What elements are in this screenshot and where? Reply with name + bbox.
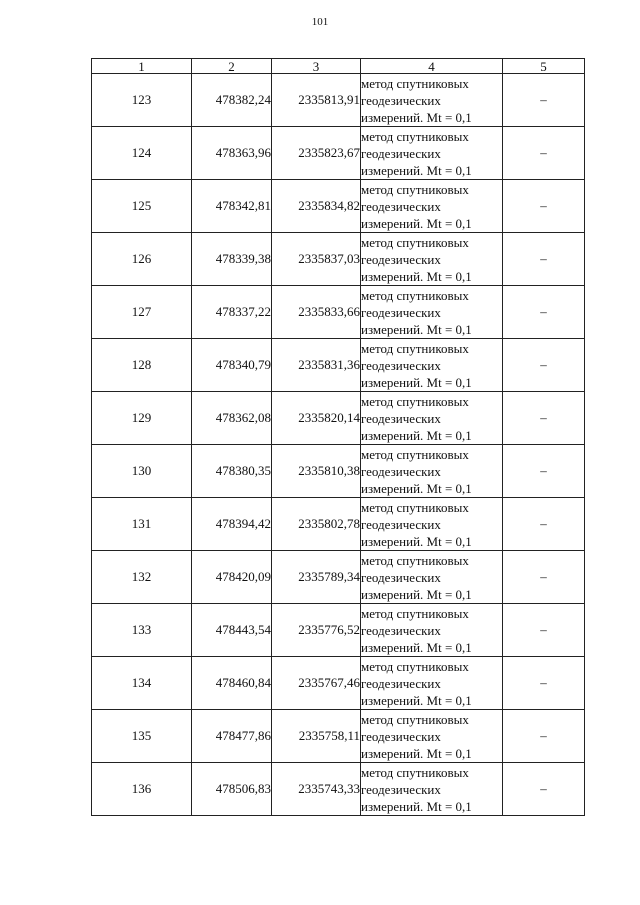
method-line: измерений. Mt = 0,1 (361, 533, 472, 549)
column-header-2: 2 (192, 59, 272, 74)
note-cell: – (503, 127, 585, 180)
point-number-cell: 128 (92, 339, 192, 392)
note-cell: – (503, 763, 585, 816)
method-line: метод спутниковых (361, 287, 469, 303)
note-cell: – (503, 233, 585, 286)
method-line: геодезических (361, 569, 441, 585)
table-row (92, 339, 585, 392)
note-cell: – (503, 74, 585, 127)
method-line: измерений. Mt = 0,1 (361, 639, 472, 655)
x-coordinate-cell: 478362,08 (192, 392, 272, 445)
column-header-3: 3 (272, 59, 361, 74)
table-row (92, 498, 585, 551)
method-line: геодезических (361, 728, 441, 744)
method-line: геодезических (361, 145, 441, 161)
y-coordinate-cell: 2335776,52 (272, 604, 361, 657)
method-line: измерений. Mt = 0,1 (361, 798, 472, 814)
method-line: метод спутниковых (361, 605, 469, 621)
point-number-cell: 130 (92, 445, 192, 498)
method-line: измерений. Mt = 0,1 (361, 162, 472, 178)
method-line: геодезических (361, 675, 441, 691)
method-cell (361, 710, 503, 763)
y-coordinate-cell: 2335743,33 (272, 763, 361, 816)
x-coordinate-cell: 478443,54 (192, 604, 272, 657)
x-coordinate-cell: 478382,24 (192, 74, 272, 127)
method-line: геодезических (361, 622, 441, 638)
point-number-cell: 136 (92, 763, 192, 816)
note-cell: – (503, 551, 585, 604)
method-line: метод спутниковых (361, 234, 469, 250)
table-row (92, 286, 585, 339)
method-line: геодезических (361, 463, 441, 479)
table-row (92, 233, 585, 286)
method-cell (361, 180, 503, 233)
method-line: метод спутниковых (361, 658, 469, 674)
table-row (92, 763, 585, 816)
x-coordinate-cell: 478340,79 (192, 339, 272, 392)
y-coordinate-cell: 2335823,67 (272, 127, 361, 180)
point-number-cell: 127 (92, 286, 192, 339)
coordinates-table (91, 58, 585, 816)
method-line: метод спутниковых (361, 764, 469, 780)
y-coordinate-cell: 2335758,11 (272, 710, 361, 763)
method-cell (361, 657, 503, 710)
method-line: геодезических (361, 92, 441, 108)
point-number-cell: 134 (92, 657, 192, 710)
method-line: измерений. Mt = 0,1 (361, 374, 472, 390)
method-line: геодезических (361, 410, 441, 426)
method-line: геодезических (361, 198, 441, 214)
table-row (92, 445, 585, 498)
method-line: измерений. Mt = 0,1 (361, 586, 472, 602)
method-cell (361, 763, 503, 816)
point-number-cell: 131 (92, 498, 192, 551)
y-coordinate-cell: 2335813,91 (272, 74, 361, 127)
page-number: 101 (311, 16, 329, 28)
y-coordinate-cell: 2335833,66 (272, 286, 361, 339)
note-cell: – (503, 498, 585, 551)
y-coordinate-cell: 2335837,03 (272, 233, 361, 286)
method-line: метод спутниковых (361, 711, 469, 727)
y-coordinate-cell: 2335810,38 (272, 445, 361, 498)
note-cell: – (503, 445, 585, 498)
x-coordinate-cell: 478363,96 (192, 127, 272, 180)
x-coordinate-cell: 478339,38 (192, 233, 272, 286)
method-line: измерений. Mt = 0,1 (361, 321, 472, 337)
point-number-cell: 126 (92, 233, 192, 286)
method-line: измерений. Mt = 0,1 (361, 692, 472, 708)
method-cell (361, 604, 503, 657)
method-cell (361, 127, 503, 180)
note-cell: – (503, 286, 585, 339)
method-cell (361, 392, 503, 445)
point-number-cell: 124 (92, 127, 192, 180)
note-cell: – (503, 604, 585, 657)
x-coordinate-cell: 478380,35 (192, 445, 272, 498)
y-coordinate-cell: 2335789,34 (272, 551, 361, 604)
method-line: метод спутниковых (361, 340, 469, 356)
method-line: метод спутниковых (361, 552, 469, 568)
method-line: измерений. Mt = 0,1 (361, 427, 472, 443)
x-coordinate-cell: 478506,83 (192, 763, 272, 816)
note-cell: – (503, 180, 585, 233)
note-cell: – (503, 339, 585, 392)
method-line: измерений. Mt = 0,1 (361, 480, 472, 496)
point-number-cell: 129 (92, 392, 192, 445)
method-line: геодезических (361, 516, 441, 532)
x-coordinate-cell: 478460,84 (192, 657, 272, 710)
method-cell (361, 445, 503, 498)
table-header-row (92, 59, 585, 74)
x-coordinate-cell: 478477,86 (192, 710, 272, 763)
point-number-cell: 135 (92, 710, 192, 763)
note-cell: – (503, 392, 585, 445)
table-row (92, 710, 585, 763)
column-header-5: 5 (503, 59, 585, 74)
point-number-cell: 123 (92, 74, 192, 127)
y-coordinate-cell: 2335834,82 (272, 180, 361, 233)
method-line: измерений. Mt = 0,1 (361, 745, 472, 761)
table-row (92, 74, 585, 127)
method-cell (361, 286, 503, 339)
method-line: измерений. Mt = 0,1 (361, 215, 472, 231)
table-row (92, 127, 585, 180)
y-coordinate-cell: 2335767,46 (272, 657, 361, 710)
x-coordinate-cell: 478420,09 (192, 551, 272, 604)
method-cell (361, 74, 503, 127)
column-header-1: 1 (92, 59, 192, 74)
column-header-4: 4 (361, 59, 503, 74)
point-number-cell: 125 (92, 180, 192, 233)
method-line: геодезических (361, 357, 441, 373)
method-cell (361, 498, 503, 551)
method-line: метод спутниковых (361, 393, 469, 409)
method-cell (361, 233, 503, 286)
table-row (92, 180, 585, 233)
table-row (92, 392, 585, 445)
method-cell (361, 339, 503, 392)
method-line: метод спутниковых (361, 128, 469, 144)
note-cell: – (503, 657, 585, 710)
x-coordinate-cell: 478342,81 (192, 180, 272, 233)
method-line: метод спутниковых (361, 181, 469, 197)
y-coordinate-cell: 2335820,14 (272, 392, 361, 445)
method-line: геодезических (361, 304, 441, 320)
point-number-cell: 133 (92, 604, 192, 657)
method-line: измерений. Mt = 0,1 (361, 268, 472, 284)
table-row (92, 657, 585, 710)
x-coordinate-cell: 478394,42 (192, 498, 272, 551)
method-line: измерений. Mt = 0,1 (361, 109, 472, 125)
method-line: метод спутниковых (361, 446, 469, 462)
point-number-cell: 132 (92, 551, 192, 604)
method-line: геодезических (361, 251, 441, 267)
x-coordinate-cell: 478337,22 (192, 286, 272, 339)
y-coordinate-cell: 2335831,36 (272, 339, 361, 392)
method-cell (361, 551, 503, 604)
method-line: метод спутниковых (361, 75, 469, 91)
method-line: метод спутниковых (361, 499, 469, 515)
table-row (92, 604, 585, 657)
note-cell: – (503, 710, 585, 763)
table-row (92, 551, 585, 604)
y-coordinate-cell: 2335802,78 (272, 498, 361, 551)
method-line: геодезических (361, 781, 441, 797)
